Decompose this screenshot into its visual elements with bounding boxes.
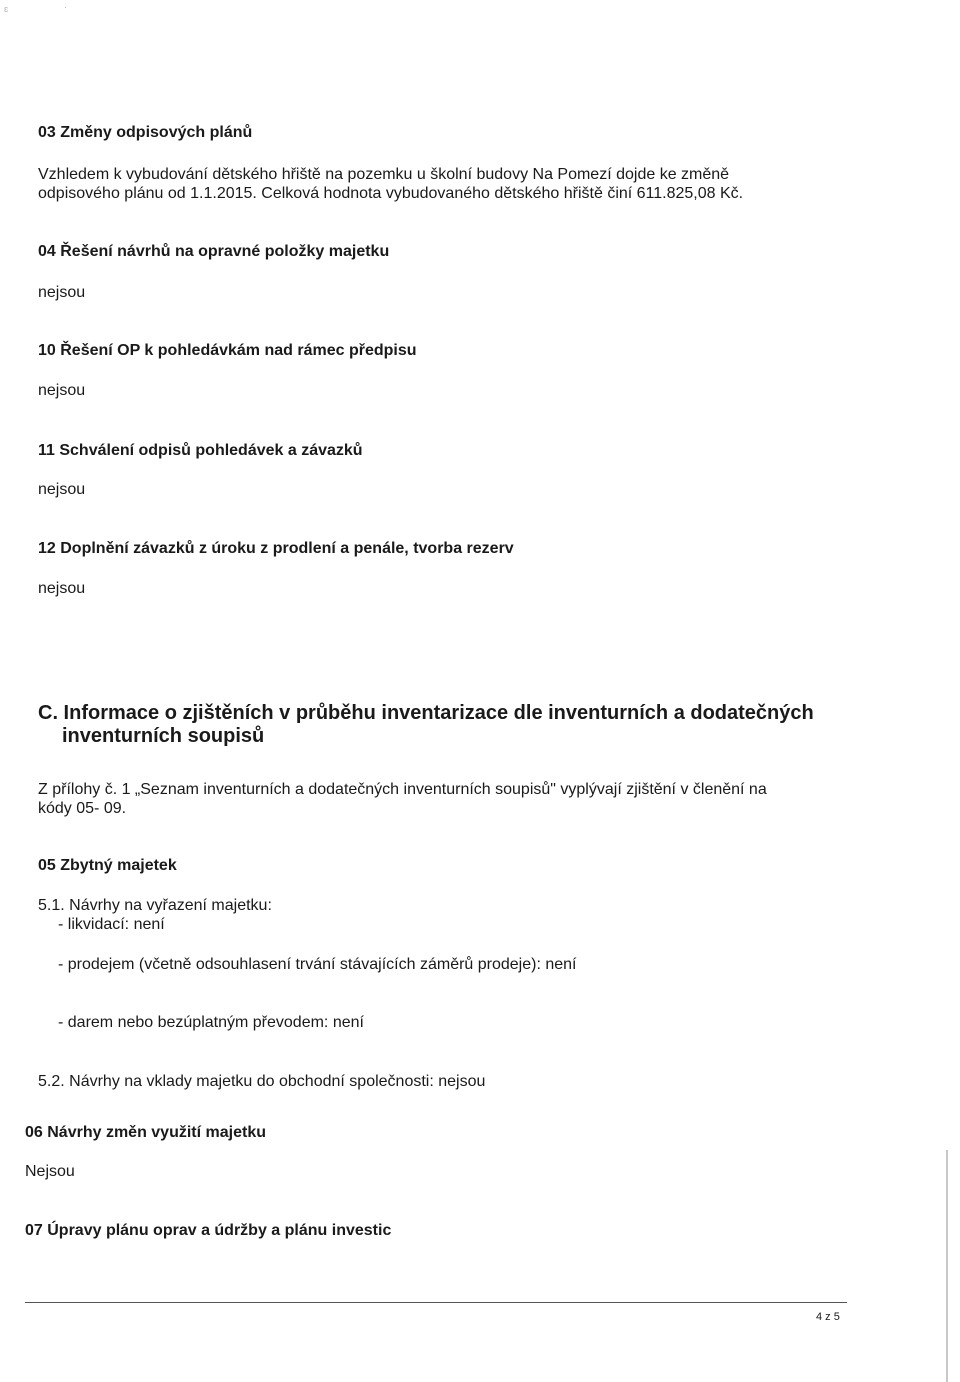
section-11-heading: 11 Schválení odpisů pohledávek a závazků xyxy=(38,442,363,459)
section-12-heading: 12 Doplnění závazků z úroku z prodlení a penále, tvorba rezerv xyxy=(38,540,514,557)
section-05-item-1b: - prodejem (včetně odsouhlasení trvání stávajících záměrů prodeje): není xyxy=(58,956,577,973)
section-c-heading-line-2: inventurních soupisů xyxy=(62,725,265,747)
section-03-heading: 03 Změny odpisových plánů xyxy=(38,124,253,141)
section-05-item-1: 5.1. Návrhy na vyřazení majetku: xyxy=(38,897,272,914)
section-12-body: nejsou xyxy=(38,580,86,597)
scan-mark-left: ɛ xyxy=(4,4,9,14)
section-03-line-1: Vzhledem k vybudování dětského hřiště na pozemku u školní budovy Na Pomezí dojde ke změně xyxy=(38,166,730,183)
section-10-body: nejsou xyxy=(38,382,86,399)
section-04-body: nejsou xyxy=(38,284,86,301)
page-number: 4 z 5 xyxy=(816,1311,840,1323)
scan-edge-shadow xyxy=(946,1150,948,1382)
section-c-line-1: Z přílohy č. 1 „Seznam inventurních a dodatečných inventurních soupisů" vyplývají zjištění v členění na xyxy=(38,781,767,798)
section-03-line-2: odpisového plánu od 1.1.2015. Celková hodnota vybudovaného dětského hřiště činí 611.825,08 Kč. xyxy=(38,185,744,202)
section-03-paragraph xyxy=(38,165,898,203)
section-05-heading: 05 Zbytný majetek xyxy=(38,857,177,874)
section-06-heading: 06 Návrhy změn využití majetku xyxy=(25,1124,266,1141)
section-c-heading-line-1: C. Informace o zjištěních v průběhu inventarizace dle inventurních a dodatečných xyxy=(38,702,814,724)
scan-mark-right: · xyxy=(64,2,67,12)
section-11-body: nejsou xyxy=(38,481,86,498)
section-05-item-1c: - darem nebo bezúplatným převodem: není xyxy=(58,1014,364,1031)
section-c-heading xyxy=(38,702,814,748)
section-07-heading: 07 Úpravy plánu oprav a údržby a plánu investic xyxy=(25,1222,392,1239)
section-04-heading: 04 Řešení návrhů na opravné položky majetku xyxy=(38,243,390,260)
section-05-item-2: 5.2. Návrhy na vklady majetku do obchodní společnosti: nejsou xyxy=(38,1073,486,1090)
section-c-line-2: kódy 05- 09. xyxy=(38,800,127,817)
section-10-heading: 10 Řešení OP k pohledávkám nad rámec předpisu xyxy=(38,342,417,359)
section-05-item-1a: - likvidací: není xyxy=(58,916,165,933)
section-c-paragraph xyxy=(38,780,898,818)
section-06-body: Nejsou xyxy=(25,1163,75,1180)
footer-rule xyxy=(25,1302,847,1303)
